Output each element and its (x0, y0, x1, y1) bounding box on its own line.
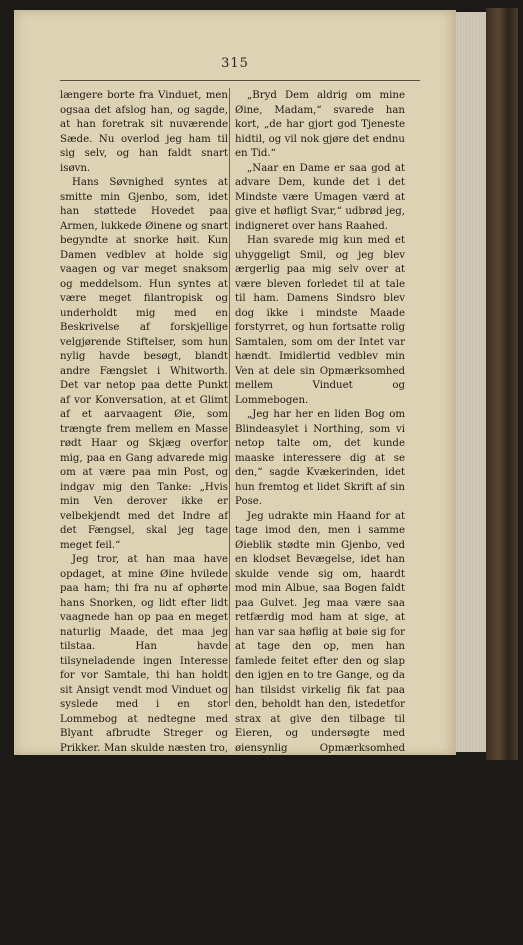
paragraph: Han svarede mig kun med et uhyggeligt Smil, og jeg blev ærgerlig paa mig selv over at være bleven forledet til at tale til ham. Damens Sindsro blev dog ikke i mindste Maade forstyrret, og hun fortsatte rolig Samtalen, som om der Intet var hændt. Imidlertid vedblev min Ven at dele sin Opmærksomhed mellem Vinduet og Lommebogen. (235, 235, 405, 406)
paragraph: „Undskyld, min Ven,“ sagde hun, „men det er sikkert ikke godt at tegne her, naar Vognen ryster saaledes. Hvis du ikke tager dig iagt, vil du for bestandig skade dine Øine.“ (60, 858, 228, 942)
book-spine (486, 8, 518, 760)
paragraph: „Bryd Dem aldrig om mine Øine, Madam,“ svarede han kort, „de har gjort god Tjeneste hidtil, og vil nok gjøre det endnu en Tid.“ (235, 90, 405, 159)
page-edges (456, 12, 486, 752)
paragraph: „Naar en Dame er saa god at advare Dem, kunde det i det Mindste være Umagen værd at give et høfligt Svar,“ udbrød jeg, indigneret over hans Raahed. (235, 162, 405, 232)
header-rule (60, 80, 420, 81)
column-divider (229, 88, 230, 706)
paragraph: længere borte fra Vinduet, men ogsaa det afslog han, og sagde, at han foretrak sit nuværende Sæde. Nu overlod jeg ham til sig selv, og han faldt snart isøvn. (60, 90, 228, 174)
paragraph: „Jeg har her en liden Bog om Blindeasylet i Northing, som vi netop talte om, det kunde maaske interessere dig at se den,“ sagde Kvækerinden, idet hun fremtog et lidet Skrift af sin Pose. (235, 409, 405, 507)
left-column (60, 89, 228, 945)
book-page (14, 10, 456, 942)
paragraph: „Tak Madam,“ svarede han lidt høfligere end før, „vil De ikke give den anden Herre det, saa beholder jeg dette.“ (235, 858, 405, 913)
right-column (235, 89, 405, 916)
paragraph: Hans Søvnighed syntes at smitte min Gjenbo, som, idet han støttede Hovedet paa Armen, lukkede Øinene og snart begyndte at snorke høit. Kun Damen vedblev at holde sig vaagen og var meget snaksom og meddelsom. Hun syntes at være meget filantropisk og underholdt mig med en Beskrivelse af forskjellige velgjørende Stiftelser, som hun nylig havde besøgt, blandt andre Fængslet i Whitworth. Det var netop paa dette Punkt af vor Konversation, at et Glimt af et aarvaagent Øie, som trængte frem mellem en Masse rødt Haar og Skjæg overfor mig, paa en Gang advarede mig om at være paa min Post, og indgav mig den Tanke: „Hvis min Ven derover ikke er velbekjendt med det Indre af det Fængsel, skal jeg tage meget feil.“ (60, 177, 228, 551)
paragraph: Jeg tror, at han maa have opdaget, at mine Øine hvilede paa ham; thi fra nu af ophørte hans Snorken, og lidt efter lidt vaagnede han op paa en meget naturlig Maade, det maa jeg tilstaa. Han havde tilsyneladende ingen Interesse for vor Samtale, thi han holdt sit Ansigt vendt mod Vinduet og syslede med i en stor Lommebog at nedtegne med Blyant afbrudte Streger og Prikker. Man skulde næsten tro, at han skitserede eller ialfald forsøgte at gjøre det. Rigtignok et ganske nyt Experiment i en Jernbanevogn, endog nu, da altting gaar ud paa at benytte Tiden. Kvækerinden syntes ogsaa at antage det samme. (60, 554, 228, 855)
page-number: 315 (221, 56, 249, 71)
paragraph: Jeg udrakte min Haand for at tage imod den, men i samme Øieblik stødte min Gjenbo, ved en klodset Bevægelse, idet han skulde vende sig om, haardt mod min Albue, saa Bogen faldt paa Gulvet. Jeg maa være saa retfærdig mod ham at sige, at han var saa høflig at bøie sig for at tage den op, men han famlede feitet efter den og slap den igjen en to tre Gange, og da han tilsidst virkelig fik fat paa den, beholdt han den, istedetfor strax at give den tilbage til Eieren, og undersøgte med øiensynlig Opmærksomhed Titelbladet. Jeg følte mig fristet til atter at optage dette som Ufordskammethed, men Damen faa Sagen fra en anden Side og sagde godmodig: „Hvis du interesserer dig for Sagen, saa er her et andet Skrift til dig.“ (235, 510, 405, 855)
